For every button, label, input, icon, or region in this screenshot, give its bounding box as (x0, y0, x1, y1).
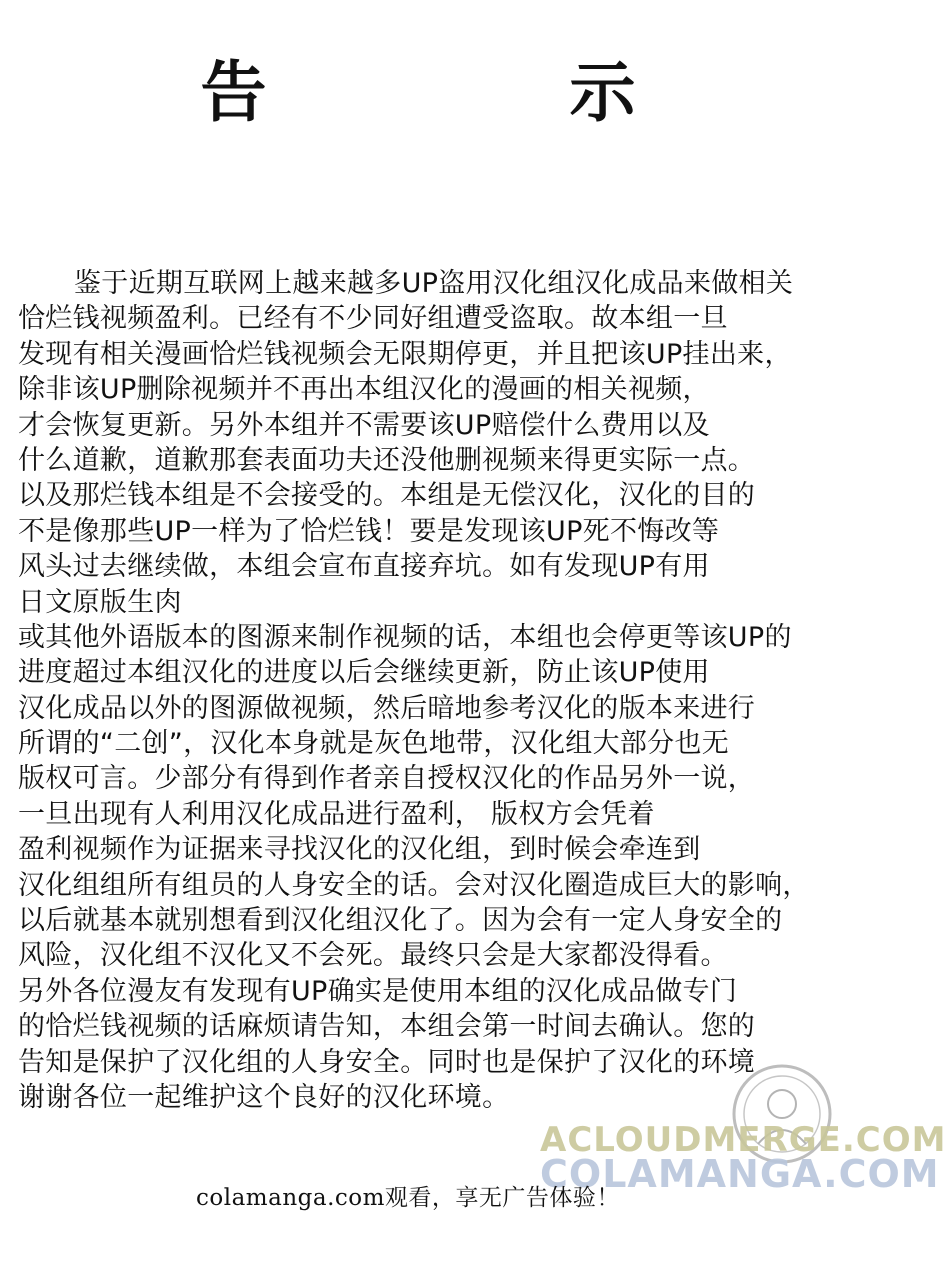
notice-line: 以及那烂钱本组是不会接受的。本组是无偿汉化，汉化的目的 (18, 480, 756, 512)
notice-line: 风险，汉化组不汉化又不会死。最终只会是大家都没得看。 (18, 940, 728, 972)
notice-line: 告知是保护了汉化组的人身安全。同时也是保护了汉化的环境 (18, 1046, 756, 1078)
notice-line: 风头过去继续做，本组会宣布直接弃坑。如有发现UP有用 (18, 551, 710, 583)
notice-title: 告 示 (200, 54, 776, 131)
notice-line: 发现有相关漫画恰烂钱视频会无限期停更，并且把该UP挂出来， (18, 338, 792, 370)
notice-line: 版权可言。少部分有得到作者亲自授权汉化的作品另外一说， (18, 763, 756, 795)
watermark-colamanga: COLAMANGA.COM (540, 1152, 940, 1196)
notice-line: 谢谢各位一起维护这个良好的汉化环境。 (18, 1081, 510, 1113)
notice-body (18, 266, 830, 1115)
notice-line: 一旦出现有人利用汉化成品进行盈利， 版权方会凭着 (18, 798, 655, 830)
watermark-acloudmerge: ACLOUDMERGE.COM (540, 1120, 946, 1160)
notice-line: 不是像那些UP一样为了恰烂钱！要是发现该UP死不悔改等 (18, 515, 720, 547)
notice-line: 汉化成品以外的图源做视频，然后暗地参考汉化的版本来进行 (18, 692, 756, 724)
notice-line: 日文原版生肉 (18, 586, 182, 618)
notice-line: 另外各位漫友有发现有UP确实是使用本组的汉化成品做专门 (18, 975, 738, 1007)
footer-promo-text: colamanga.com观看，享无广告体验！ (196, 1185, 620, 1211)
notice-line: 汉化组组所有组员的人身安全的话。会对汉化圈造成巨大的影响， (18, 869, 810, 901)
notice-line: 鉴于近期互联网上越来越多UP盗用汉化组汉化成品来做相关 (74, 268, 794, 299)
notice-line: 才会恢复更新。另外本组并不需要该UP赔偿什么费用以及 (18, 409, 710, 441)
notice-line: 以后就基本就别想看到汉化组汉化了。因为会有一定人身安全的 (18, 905, 783, 937)
notice-line: 进度超过本组汉化的进度以后会继续更新，防止该UP使用 (18, 657, 710, 689)
notice-line: 什么道歉，道歉那套表面功夫还没他删视频来得更实际一点。 (18, 444, 756, 476)
notice-line: 除非该UP删除视频并不再出本组汉化的漫画的相关视频， (18, 374, 710, 406)
notice-line: 盈利视频作为证据来寻找汉化的汉化组，到时候会牵连到 (18, 834, 701, 866)
notice-line: 恰烂钱视频盈利。已经有不少同好组遭受盗取。故本组一旦 (18, 303, 728, 335)
notice-line: 或其他外语版本的图源来制作视频的话，本组也会停更等该UP的 (18, 621, 792, 653)
notice-line: 的恰烂钱视频的话麻烦请告知，本组会第一时间去确认。您的 (18, 1011, 756, 1043)
notice-line: 所谓的“二创”，汉化本身就是灰色地带，汉化组大部分也无 (18, 728, 730, 760)
